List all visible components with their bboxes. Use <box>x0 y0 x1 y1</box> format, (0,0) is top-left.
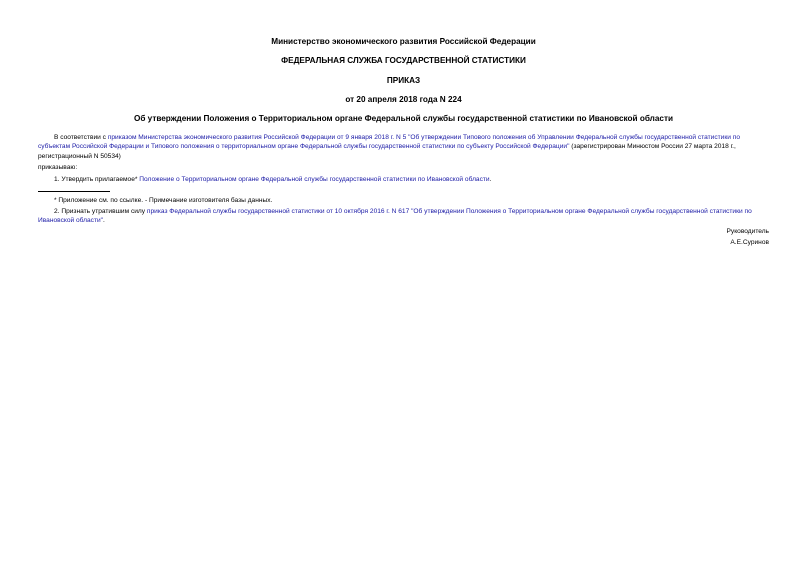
footnote: * Приложение см. по ссылке. - Примечание изготовителя базы данных. <box>54 197 273 204</box>
item-2-link[interactable]: приказ Федеральной службы государственной статистики от 10 октября 2016 г. N 617 "Об утверждении Положения о Территориальном органе Федеральной службы государственной статистики по Ивановской области" <box>38 208 752 225</box>
signature-position: Руководитель <box>726 228 769 235</box>
item-1-prefix: 1. Утвердить прилагаемое* <box>54 176 140 183</box>
service-heading: ФЕДЕРАЛЬНАЯ СЛУЖБА ГОСУДАРСТВЕННОЙ СТАТИСТИКИ <box>281 56 526 65</box>
ministry-heading: Министерство экономического развития Российской Федерации <box>271 37 536 46</box>
preamble-prefix: В соответствии с <box>54 134 108 141</box>
item-1-suffix: . <box>489 176 492 183</box>
signature-name: А.Е.Суринов <box>730 239 769 246</box>
item-2-suffix: . <box>103 217 105 225</box>
document-subject: Об утверждении Положения о Территориальном органе Федеральной службы государственной статистики по Ивановской области <box>133 114 674 123</box>
item-2 <box>38 207 770 226</box>
document-type: ПРИКАЗ <box>386 76 421 85</box>
order-word: приказываю: <box>38 164 78 171</box>
item-1-link[interactable]: Положение о Территориальном органе Федеральной службы государственной статистики по Ивановской области <box>139 176 490 183</box>
item-1 <box>38 175 786 184</box>
item-2-prefix: 2. Признать утратившим силу <box>54 208 147 215</box>
footnote-divider <box>38 191 110 192</box>
document-date-number: от 20 апреля 2018 года N 224 <box>345 95 462 104</box>
preamble-paragraph <box>38 133 770 161</box>
preamble-suffix: (зарегистрирован Минюстом России 27 марта 2018 г., регистрационный N 50534) <box>38 143 736 160</box>
preamble-link[interactable]: приказом Министерства экономического развития Российской Федерации от 9 января 2018 г. N 5 "Об утверждении Типового положения об Управлении Федеральной службы государственной статистики по субъектам Российской Федерации и Типового положения о территориальном органе Федеральной службы государственной статистики по субъекту Российской Федерации" <box>38 134 741 151</box>
